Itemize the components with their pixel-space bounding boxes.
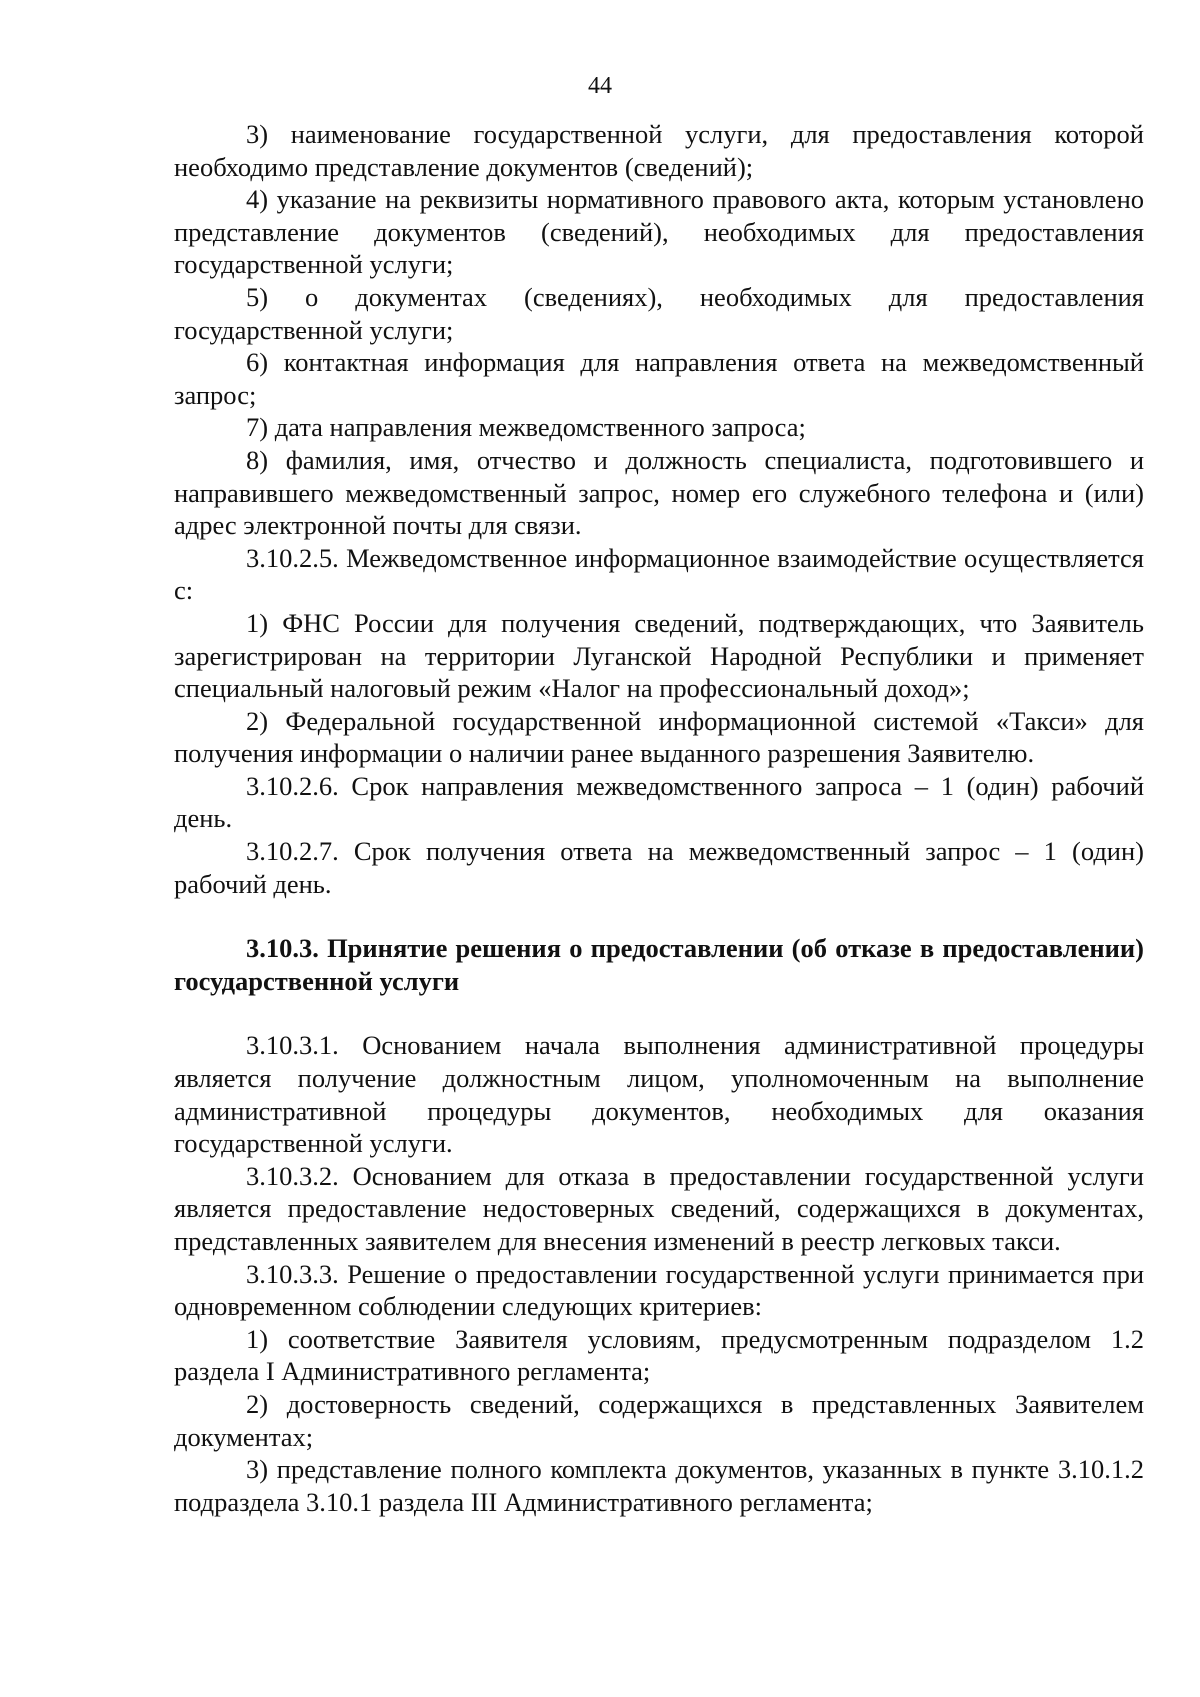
paragraph: 3.10.3.3. Решение о предоставлении государственной услуги принимается при одновременном соблюдении следующих критериев: [174, 1258, 1144, 1322]
paragraph: 6) контактная информация для направления ответа на межведомственный запрос; [174, 347, 1144, 410]
page-number: 44 [588, 73, 612, 99]
paragraph: 5) о документах (сведениях), необходимых для предоставления государственной услуги; [174, 281, 1144, 345]
paragraph: 1) соответствие Заявителя условиям, предусмотренным подразделом 1.2 раздела I Административного регламента; [174, 1323, 1144, 1387]
paragraph: 3.10.2.5. Межведомственное информационное взаимодействие осуществляется с: [174, 542, 1144, 606]
document-body [174, 118, 1144, 1518]
paragraph: 3) представление полного комплекта документов, указанных в пункте 3.10.1.2 подраздела 3.10.1 раздела III Административного регламента; [174, 1454, 1144, 1517]
paragraph: 4) указание на реквизиты нормативного правового акта, которым установлено представление документов (сведений), необходимых для предоставления государственной услуги; [174, 184, 1144, 280]
paragraph: 8) фамилия, имя, отчество и должность специалиста, подготовившего и направившего межведомственный запрос, номер его служебного телефона и (или) адрес электронной почты для связи. [174, 444, 1144, 541]
section-heading: 3.10.3. Принятие решения о предоставлении (об отказе в предоставлении) государственной услуги [174, 933, 1144, 996]
paragraph: 3) наименование государственной услуги, для предоставления которой необходимо представление документов (сведений); [174, 119, 1144, 182]
paragraph: 1) ФНС России для получения сведений, подтверждающих, что Заявитель зарегистрирован на территории Луганской Народной Республики и применяет специальный налоговый режим «Налог на профессиональный доход»; [174, 607, 1144, 704]
paragraph: 7) дата направления межведомственного запроса; [246, 412, 806, 443]
paragraph: 2) Федеральной государственной информационной системой «Такси» для получения информации о наличии ранее выданного разрешения Заявителю. [174, 705, 1144, 769]
paragraph: 3.10.3.2. Основанием для отказа в предоставлении государственной услуги является предоставление недостоверных сведений, содержащихся в документах, представленных заявителем для внесения изменений в реестр легковых такси. [174, 1160, 1144, 1256]
paragraph: 2) достоверность сведений, содержащихся в представленных Заявителем документах; [174, 1388, 1144, 1452]
paragraph: 3.10.2.6. Срок направления межведомственного запроса – 1 (один) рабочий день. [174, 770, 1144, 834]
paragraph: 3.10.2.7. Срок получения ответа на межведомственный запрос – 1 (один) рабочий день. [174, 836, 1144, 899]
paragraph: 3.10.3.1. Основанием начала выполнения административной процедуры является получение должностным лицом, уполномоченным на выполнение административной процедуры документов, необходимых для оказания государственной услуги. [174, 1030, 1144, 1159]
